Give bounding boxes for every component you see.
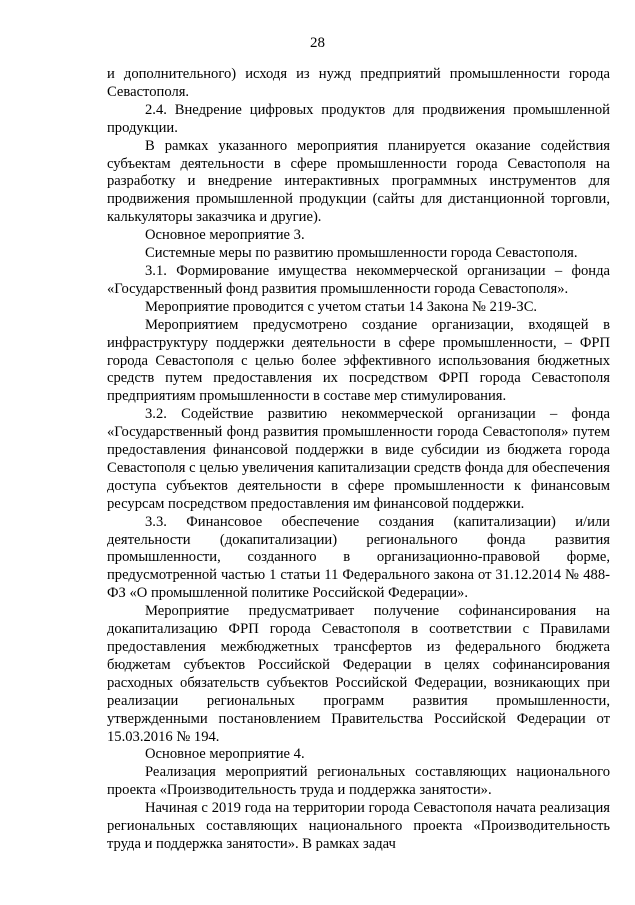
paragraph-continuation: и дополнительного) исходя из нужд предприятий промышленности города Севастополя. xyxy=(107,66,610,100)
document-body xyxy=(107,66,610,854)
paragraph-item-3-1: 3.1. Формирование имущества некоммерческой организации – фонда «Государственный фонд развития промышленности города Севастополя». xyxy=(107,262,610,297)
paragraph-item-2-4-description: В рамках указанного мероприятия планируется оказание содействия субъектам деятельности в сфере промышленности города Севастополя на разработку и внедрение интерактивных программных инструментов для продвижения промышленной продукции (сайты для дистанционной торговли, калькуляторы заказчика и другие). xyxy=(107,137,610,226)
paragraph-item-3-1-description: Мероприятием предусмотрено создание организации, входящей в инфраструктуру поддержки деятельности в сфере промышленности, – ФРП города Севастополя с целью более эффективного использования бюджетных средств путем предоставления их посредством ФРП города Севастополя предприятиям промышленности в составе мер стимулирования. xyxy=(107,316,610,405)
paragraph-national-project: Реализация мероприятий региональных составляющих национального проекта «Производительность труда и поддержка занятости». xyxy=(107,764,610,799)
paragraph-since-2019: Начиная с 2019 года на территории города Севастополя начата реализация региональных составляющих национального проекта «Производительность труда и поддержка занятости». В рамках задач xyxy=(107,800,610,852)
heading-main-activity-4: Основное мероприятие 4. xyxy=(145,746,305,763)
paragraph-item-3-1-basis: Мероприятие проводится с учетом статьи 14 Закона № 219-ЗС. xyxy=(145,298,538,315)
paragraph-item-3-3-description: Мероприятие предусматривает получение софинансирования на докапитализацию ФРП города Севастополя в соответствии с Правилами предоставления межбюджетных трансфертов из федерального бюджета бюджетам субъектов Российской Федерации в целях софинансирования расходных обязательств субъектов Российской Федерации, возникающих при реализации региональных программ развития промышленности, утвержденными постановлением Правительства Российской Федерации от 15.03.2016 № 194. xyxy=(107,603,610,745)
heading-system-measures: Системные меры по развитию промышленности города Севастополя. xyxy=(145,245,578,262)
paragraph-item-2-4: 2.4. Внедрение цифровых продуктов для продвижения промышленной продукции. xyxy=(107,101,610,136)
paragraph-item-3-3: 3.3. Финансовое обеспечение создания (капитализации) и/или деятельности (докапитализации) регионального фонда развития промышленности, созданного в организационно-правовой форме, предусмотренной частью 1 статьи 11 Федерального закона от 31.12.2014 № 488-ФЗ «О промышленной политике Российской Федерации». xyxy=(107,513,610,602)
heading-main-activity-3: Основное мероприятие 3. xyxy=(145,227,305,244)
paragraph-item-3-2: 3.2. Содействие развитию некоммерческой организации – фонда «Государственный фонд развития промышленности города Севастополя» путем предоставления финансовой поддержки в виде субсидии из бюджета города Севастополя с целью увеличения капитализации средств фонда для обеспечения доступа субъектов деятельности в сфере промышленности к финансовым ресурсам посредством предоставления им финансовой поддержки. xyxy=(107,406,610,512)
page-number: 28 xyxy=(310,35,325,51)
